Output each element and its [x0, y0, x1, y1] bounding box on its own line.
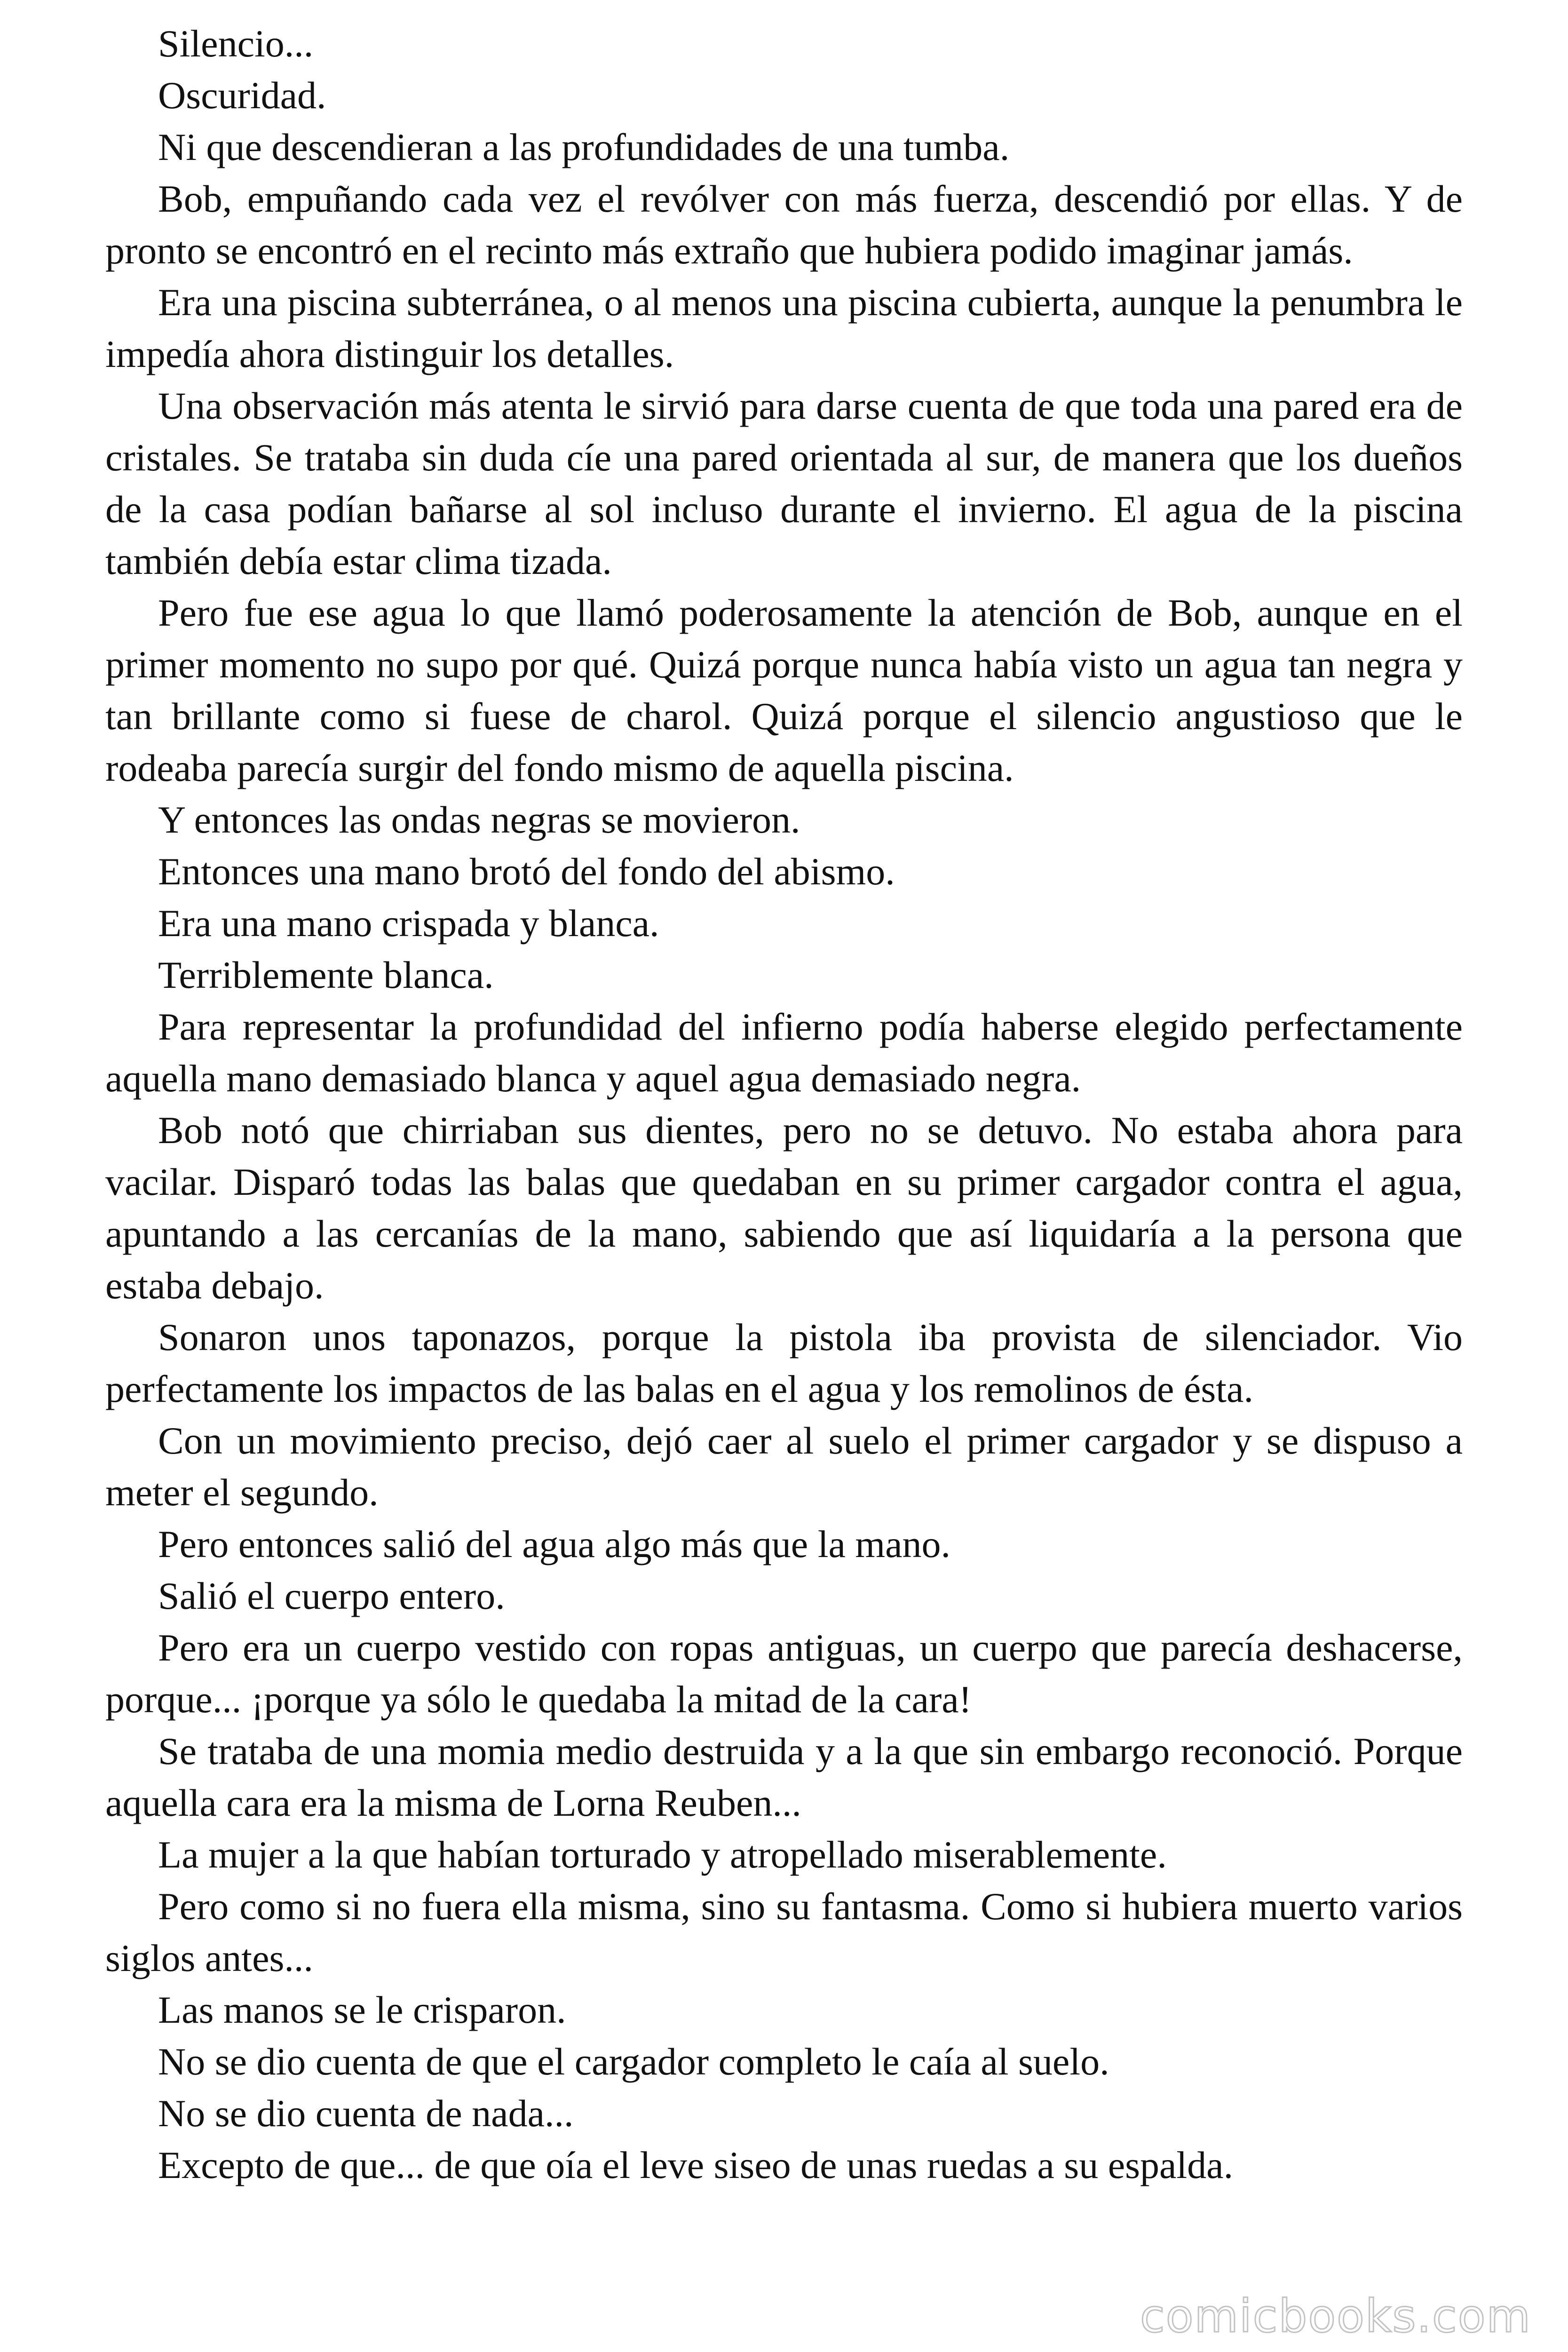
paragraph: Una observación más atenta le sirvió para darse cuenta de que toda una pared era de cristales. Se trataba sin duda cíe una pared orientada al sur, de manera que los dueños de la casa podían bañarse al sol incluso durante el invierno. El agua de la piscina también debía estar clima tizada.	[105, 384, 1463, 582]
paragraph: Era una mano crispada y blanca.	[158, 902, 659, 945]
paragraph: Para representar la profundidad del infierno podía haberse elegido perfectamente aquella mano demasiado blanca y aquel agua demasiado negra.	[105, 1005, 1463, 1100]
paragraph: Sonaron unos taponazos, porque la pistola iba provista de silenciador. Vio perfectamente los impactos de las balas en el agua y los remolinos de ésta.	[105, 1316, 1463, 1410]
paragraph: Salió el cuerpo entero.	[158, 1574, 505, 1617]
paragraph: Terriblemente blanca.	[158, 954, 494, 996]
paragraph: Las manos se le crisparon.	[158, 1988, 566, 2031]
paragraph: Bob, empuñando cada vez el revólver con más fuerza, descendió por ellas. Y de pronto se encontró en el recinto más extraño que hubiera podido imaginar jamás.	[105, 177, 1463, 272]
paragraph: Bob notó que chirriaban sus dientes, pero no se detuvo. No estaba ahora para vacilar. Disparó todas las balas que quedaban en su primer cargador contra el agua, apuntando a las cercanías de la mano, sabiendo que así liquidaría a la persona que estaba debajo.	[105, 1109, 1463, 1307]
paragraph: No se dio cuenta de que el cargador completo le caía al suelo.	[158, 2040, 1109, 2083]
paragraph: No se dio cuenta de nada...	[158, 2092, 574, 2135]
paragraph: Oscuridad.	[158, 74, 326, 117]
paragraph: Pero entonces salió del agua algo más que la mano.	[158, 1523, 951, 1565]
paragraph: Era una piscina subterránea, o al menos una piscina cubierta, aunque la penumbra le impedía ahora distinguir los detalles.	[105, 281, 1463, 375]
paragraph: Pero como si no fuera ella misma, sino su fantasma. Como si hubiera muerto varios siglos antes...	[105, 1885, 1463, 1979]
paragraph: Pero era un cuerpo vestido con ropas antiguas, un cuerpo que parecía deshacerse, porque... ¡porque ya sólo le quedaba la mitad de la cara!	[105, 1626, 1463, 1721]
paragraph: Ni que descendieran a las profundidades de una tumba.	[158, 126, 1010, 168]
watermark: comicbooks.com	[1140, 2290, 1531, 2343]
paragraph: Silencio...	[158, 22, 314, 65]
paragraph: Y entonces las ondas negras se movieron.	[158, 798, 800, 841]
page-text	[105, 18, 1463, 2191]
paragraph: Pero fue ese agua lo que llamó poderosamente la atención de Bob, aunque en el primer momento no supo por qué. Quizá porque nunca había visto un agua tan negra y tan brillante como si fuese de charol. Quizá porque el silencio angustioso que le rodeaba parecía surgir del fondo mismo de aquella piscina.	[105, 591, 1463, 789]
paragraph: Se trataba de una momia medio destruida y a la que sin embargo reconoció. Porque aquella cara era la misma de Lorna Reuben...	[105, 1730, 1463, 1824]
paragraph: Excepto de que... de que oía el leve siseo de unas ruedas a su espalda.	[158, 2144, 1234, 2186]
paragraph: La mujer a la que habían torturado y atropellado miserablemente.	[158, 1833, 1167, 1876]
paragraph: Con un movimiento preciso, dejó caer al suelo el primer cargador y se dispuso a meter el segundo.	[105, 1419, 1463, 1514]
paragraph: Entonces una mano brotó del fondo del abismo.	[158, 850, 895, 893]
